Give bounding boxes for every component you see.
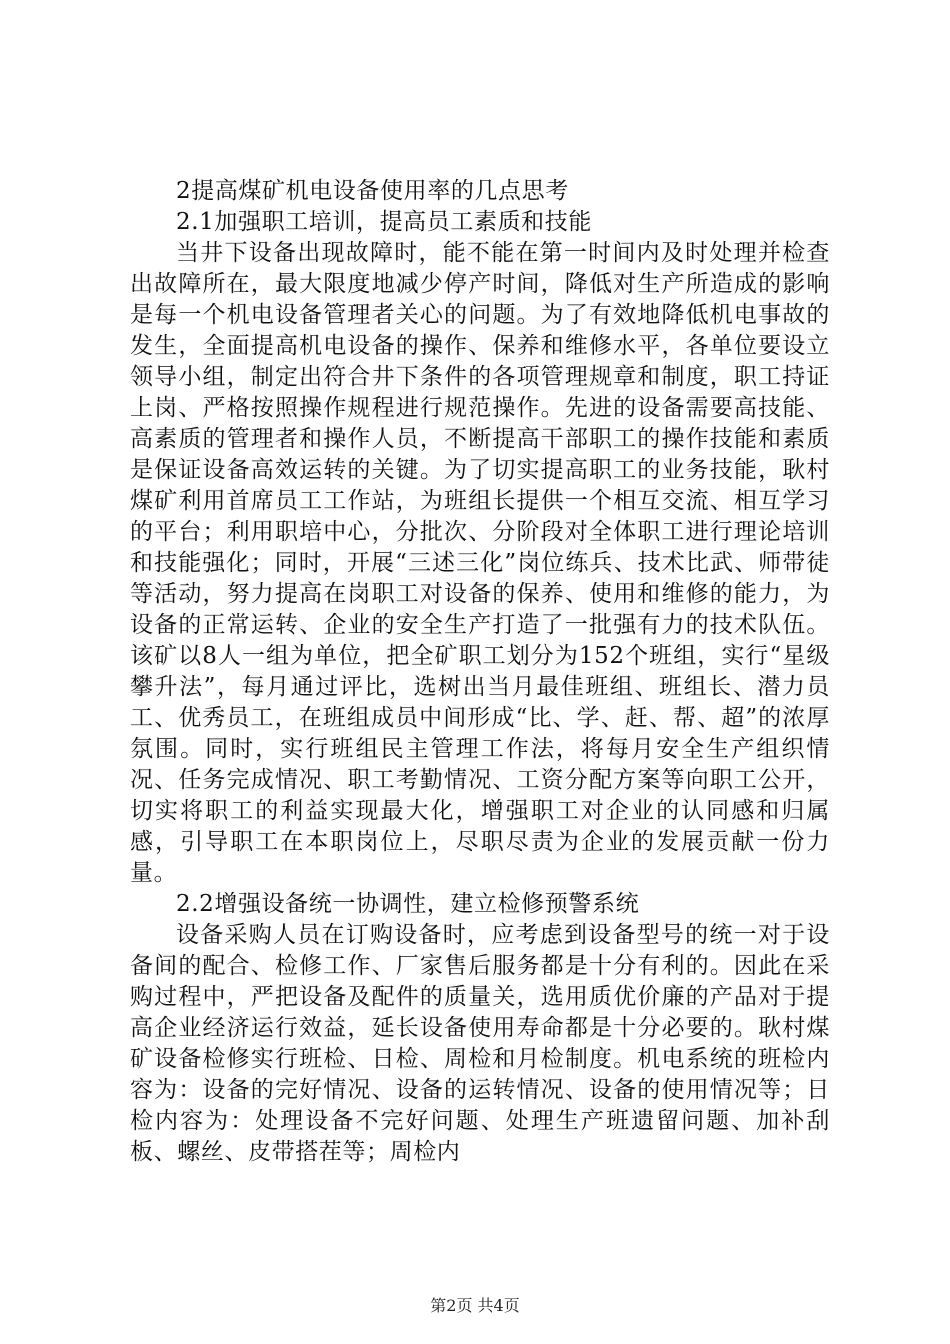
- document-body: [130, 176, 830, 1168]
- paragraph-2-1: 当井下设备出现故障时，能不能在第一时间内及时处理并检查出故障所在，最大限度地减少停产时间，降低对生产所造成的影响是每一个机电设备管理者关心的问题。为了有效地降低机电事故的发生，全面提高机电设备的操作、保养和维修水平，各单位要设立领导小组，制定出符合井下条件的各项管理规章和制度，职工持证上岗、严格按照操作规程进行规范操作。先进的设备需要高技能、高素质的管理者和操作人员，不断提高干部职工的操作技能和素质是保证设备高效运转的关键。为了切实提高职工的业务技能，耿村煤矿利用首席员工工作站，为班组长提供一个相互交流、相互学习的平台；利用职培中心，分批次、分阶段对全体职工进行理论培训和技能强化；同时，开展“三述三化”岗位练兵、技术比武、师带徒等活动，努力提高在岗职工对设备的保养、使用和维修的能力，为设备的正常运转、企业的安全生产打造了一批强有力的技术队伍。该矿以8人一组为单位，把全矿职工划分为152个班组，实行“星级攀升法”，每月通过评比，选树出当月最佳班组、班组长、潜力员工、优秀员工，在班组成员中间形成“比、学、赶、帮、超”的浓厚氛围。同时，实行班组民主管理工作法，将每月安全生产组织情况、任务完成情况、职工考勤情况、工资分配方案等向职工公开，切实将职工的利益实现最大化，增强职工对企业的认同感和归属感，引导职工在本职岗位上，尽职尽责为企业的发展贡献一份力量。: [130, 240, 830, 886]
- paragraph-2-2: 设备采购人员在订购设备时，应考虑到设备型号的统一对于设备间的配合、检修工作、厂家售后服务都是十分有利的。因此在采购过程中，严把设备及配件的质量关，选用质优价廉的产品对于提高企业经济运行效益，延长设备使用寿命都是十分必要的。耿村煤矿设备检修实行班检、日检、周检和月检制度。机电系统的班检内容为：设备的完好情况、设备的运转情况、设备的使用情况等；日检内容为：处理设备不完好问题、处理生产班遗留问题、加补刮板、螺丝、皮带搭茬等；周检内: [130, 922, 830, 1165]
- subsection-heading-2-2: 2.2增强设备统一协调性，建立检修预警系统: [176, 891, 640, 917]
- section-heading-2: 2提高煤矿机电设备使用率的几点思考: [176, 178, 569, 204]
- page-footer: 第2页 共4页: [430, 1296, 520, 1315]
- subsection-heading-2-1: 2.1加强职工培训，提高员工素质和技能: [176, 209, 592, 235]
